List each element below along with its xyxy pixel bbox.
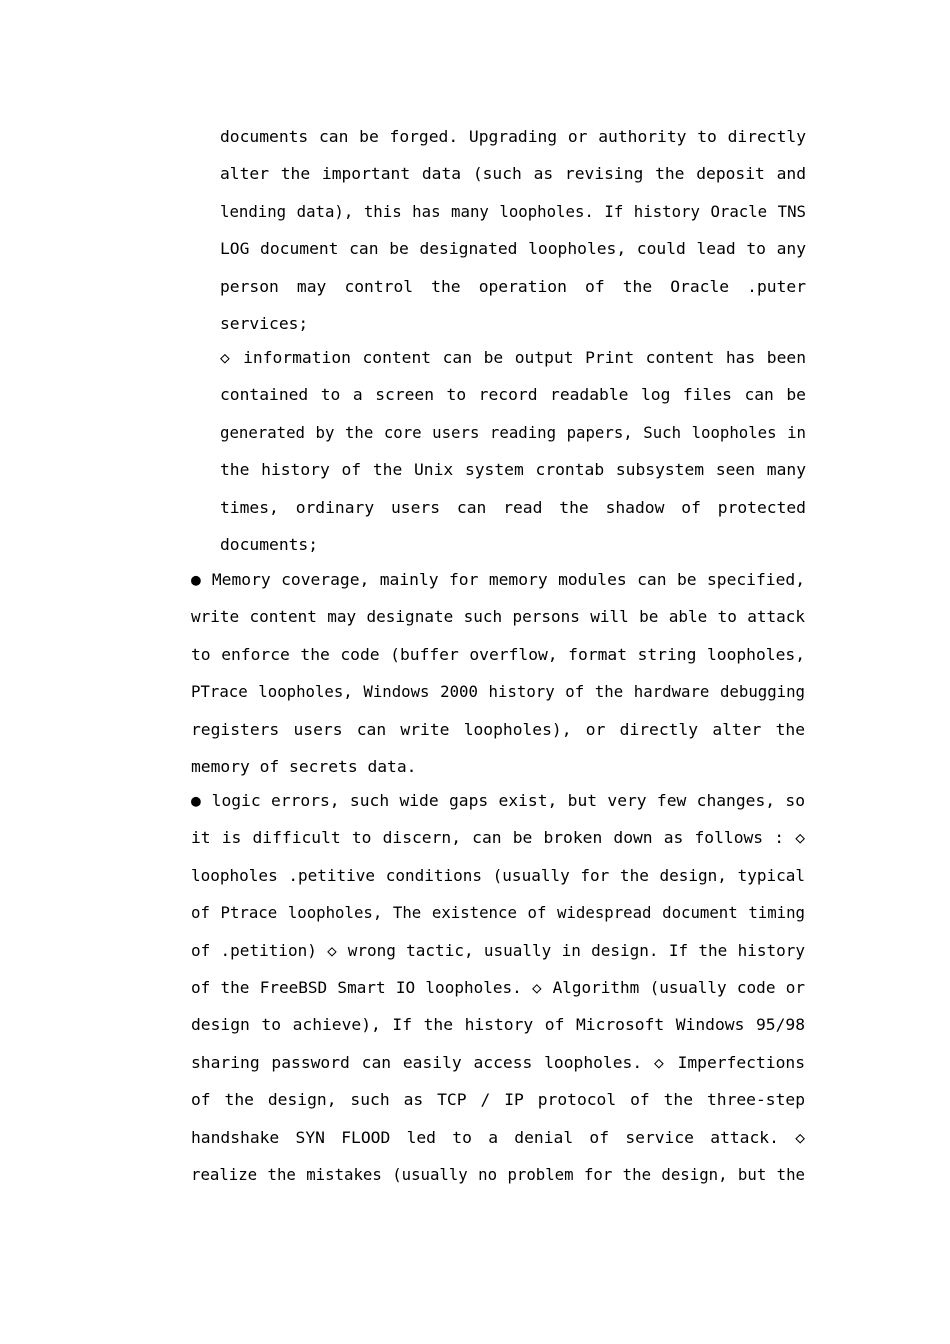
text-line: ◇ information content can be output Print content has been bbox=[220, 348, 806, 367]
text-line: registers users can write loopholes), or directly alter the bbox=[191, 719, 805, 739]
text-line: of the FreeBSD Smart IO loopholes. ◇ Algorithm (usually code or bbox=[191, 977, 805, 997]
text-line: documents can be forged. Upgrading or authority to directly bbox=[220, 127, 806, 146]
text-line: sharing password can easily access loopholes. ◇ Imperfections bbox=[191, 1052, 805, 1072]
text-line: realize the mistakes (usually no problem for the design, but the bbox=[191, 1164, 805, 1184]
text-line: times, ordinary users can read the shadow of protected bbox=[220, 497, 806, 517]
text-line: loopholes .petitive conditions (usually for the design, typical bbox=[191, 865, 805, 885]
text-line: services; bbox=[220, 313, 309, 333]
text-line: memory of secrets data. bbox=[191, 756, 417, 776]
paragraph-logic-errors bbox=[191, 782, 805, 1193]
text-line: generated by the core users reading papers, Such loopholes in bbox=[220, 422, 806, 442]
text-line: of .petition) ◇ wrong tactic, usually in design. If the history bbox=[191, 940, 805, 960]
text-line: handshake SYN FLOOD led to a denial of service attack. ◇ bbox=[191, 1127, 805, 1147]
text-line: LOG document can be designated loopholes, could lead to any bbox=[220, 239, 806, 259]
paragraph-documents-forged bbox=[220, 118, 806, 342]
text-line: write content may designate such persons will be able to attack bbox=[191, 607, 805, 627]
text-line: alter the important data (such as revising the deposit and bbox=[220, 164, 806, 184]
text-line: ● logic errors, such wide gaps exist, but very few changes, so bbox=[191, 791, 805, 810]
text-line: of Ptrace loopholes, The existence of widespread document timing bbox=[191, 903, 805, 923]
text-line: the history of the Unix system crontab subsystem seen many bbox=[220, 460, 806, 480]
text-line: to enforce the code (buffer overflow, format string loopholes, bbox=[191, 644, 805, 664]
text-line: documents; bbox=[220, 534, 319, 554]
text-line: ● Memory coverage, mainly for memory modules can be specified, bbox=[191, 570, 805, 589]
text-line: PTrace loopholes, Windows 2000 history of the hardware debugging bbox=[191, 682, 805, 702]
text-line: design to achieve), If the history of Microsoft Windows 95/98 bbox=[191, 1015, 805, 1035]
paragraph-memory-coverage bbox=[191, 561, 805, 785]
text-line: contained to a screen to record readable log files can be bbox=[220, 385, 806, 405]
text-line: lending data), this has many loopholes. If history Oracle TNS bbox=[220, 201, 806, 221]
text-line: of the design, such as TCP / IP protocol of the three-step bbox=[191, 1090, 805, 1110]
text-line: it is difficult to discern, can be broken down as follows : ◇ bbox=[191, 828, 805, 848]
paragraph-information-content bbox=[220, 339, 806, 563]
text-line: person may control the operation of the Oracle .puter bbox=[220, 276, 806, 296]
